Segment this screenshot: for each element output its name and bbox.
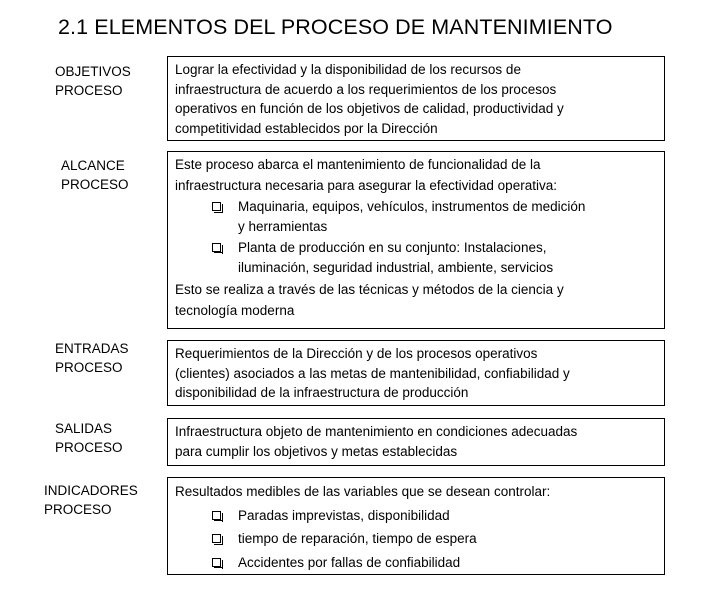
entradas-line: Requerimientos de la Dirección y de los procesos operativos (175, 346, 538, 361)
indicadores-bullet-text: Paradas imprevistas, disponibilidad (238, 507, 450, 523)
page-title: 2.1 ELEMENTOS DEL PROCESO DE MANTENIMIENTO (58, 15, 613, 39)
alcance-label-line2: PROCESO (61, 177, 129, 192)
indicadores-bullet (175, 527, 658, 551)
entradas-label (55, 339, 129, 377)
objetivos-line: competitividad establecidos por la Dirección (175, 120, 438, 136)
alcance-bullet-text: y herramientas (238, 218, 328, 234)
alcance-label-line1: ALCANCE (61, 158, 125, 173)
alcance-bullet-text: iluminación, seguridad industrial, ambiente, servicios (238, 260, 554, 275)
objetivos-line: Lograr la efectividad y la disponibilidad de los recursos de (175, 62, 521, 77)
checkbox-bullet-icon (212, 511, 221, 520)
alcance-bullet (175, 197, 658, 236)
alcance-intro-line: infraestructura necesaria para asegurar la efectividad operativa: (175, 177, 557, 193)
salidas-line: para cumplir los objetivos y metas establecidas (175, 443, 458, 459)
entradas-label-line1: ENTRADAS (55, 341, 129, 356)
indicadores-box (167, 477, 665, 575)
objetivos-label-line2: PROCESO (55, 83, 123, 98)
indicadores-bullet (175, 551, 658, 575)
alcance-intro-line: Este proceso abarca el mantenimiento de funcionalidad de la (175, 157, 541, 172)
entradas-label-line2: PROCESO (55, 360, 123, 375)
objetivos-label (55, 62, 131, 100)
checkbox-bullet-icon (212, 534, 221, 543)
checkbox-bullet-icon (212, 202, 221, 211)
entradas-line: disponibilidad de la infraestructura de producción (175, 385, 469, 400)
objetivos-box (167, 56, 665, 141)
indicadores-bullet-text: tiempo de reparación, tiempo de espera (238, 531, 477, 546)
alcance-outro-line: Esto se realiza a través de las técnicas y métodos de la ciencia y (175, 282, 564, 297)
alcance-bullet (175, 238, 658, 278)
checkbox-bullet-icon (212, 243, 221, 252)
checkbox-bullet-icon (212, 558, 221, 567)
indicadores-label (44, 481, 138, 519)
indicadores-bullet-text: Accidentes por fallas de confiabilidad (238, 554, 461, 570)
indicadores-bullet (175, 504, 658, 528)
salidas-label (55, 419, 123, 457)
indicadores-label-line1: INDICADORES (44, 483, 138, 498)
alcance-outro-line: tecnología moderna (175, 302, 295, 318)
objetivos-line: infraestructura de acuerdo a los requerimientos de los procesos (175, 81, 557, 97)
salidas-label-line2: PROCESO (55, 440, 123, 455)
indicadores-intro: Resultados medibles de las variables que se desean controlar: (175, 484, 551, 499)
objetivos-line: operativos en función de los objetivos de calidad, productividad y (175, 101, 564, 116)
alcance-bullet-text: Maquinaria, equipos, vehículos, instrumentos de medición (238, 199, 586, 214)
salidas-label-line1: SALIDAS (55, 421, 113, 436)
salidas-box (167, 418, 665, 466)
salidas-line: Infraestructura objeto de mantenimiento en condiciones adecuadas (175, 424, 578, 439)
indicadores-label-line2: PROCESO (44, 502, 112, 517)
alcance-label (61, 156, 129, 194)
alcance-bullet-text: Planta de producción en su conjunto: Instalaciones, (238, 239, 547, 255)
entradas-box (167, 340, 665, 406)
alcance-box (167, 151, 665, 329)
entradas-line: (clientes) asociados a las metas de mantenibilidad, confiabilidad y (175, 365, 570, 381)
objetivos-label-line1: OBJETIVOS (55, 64, 131, 79)
